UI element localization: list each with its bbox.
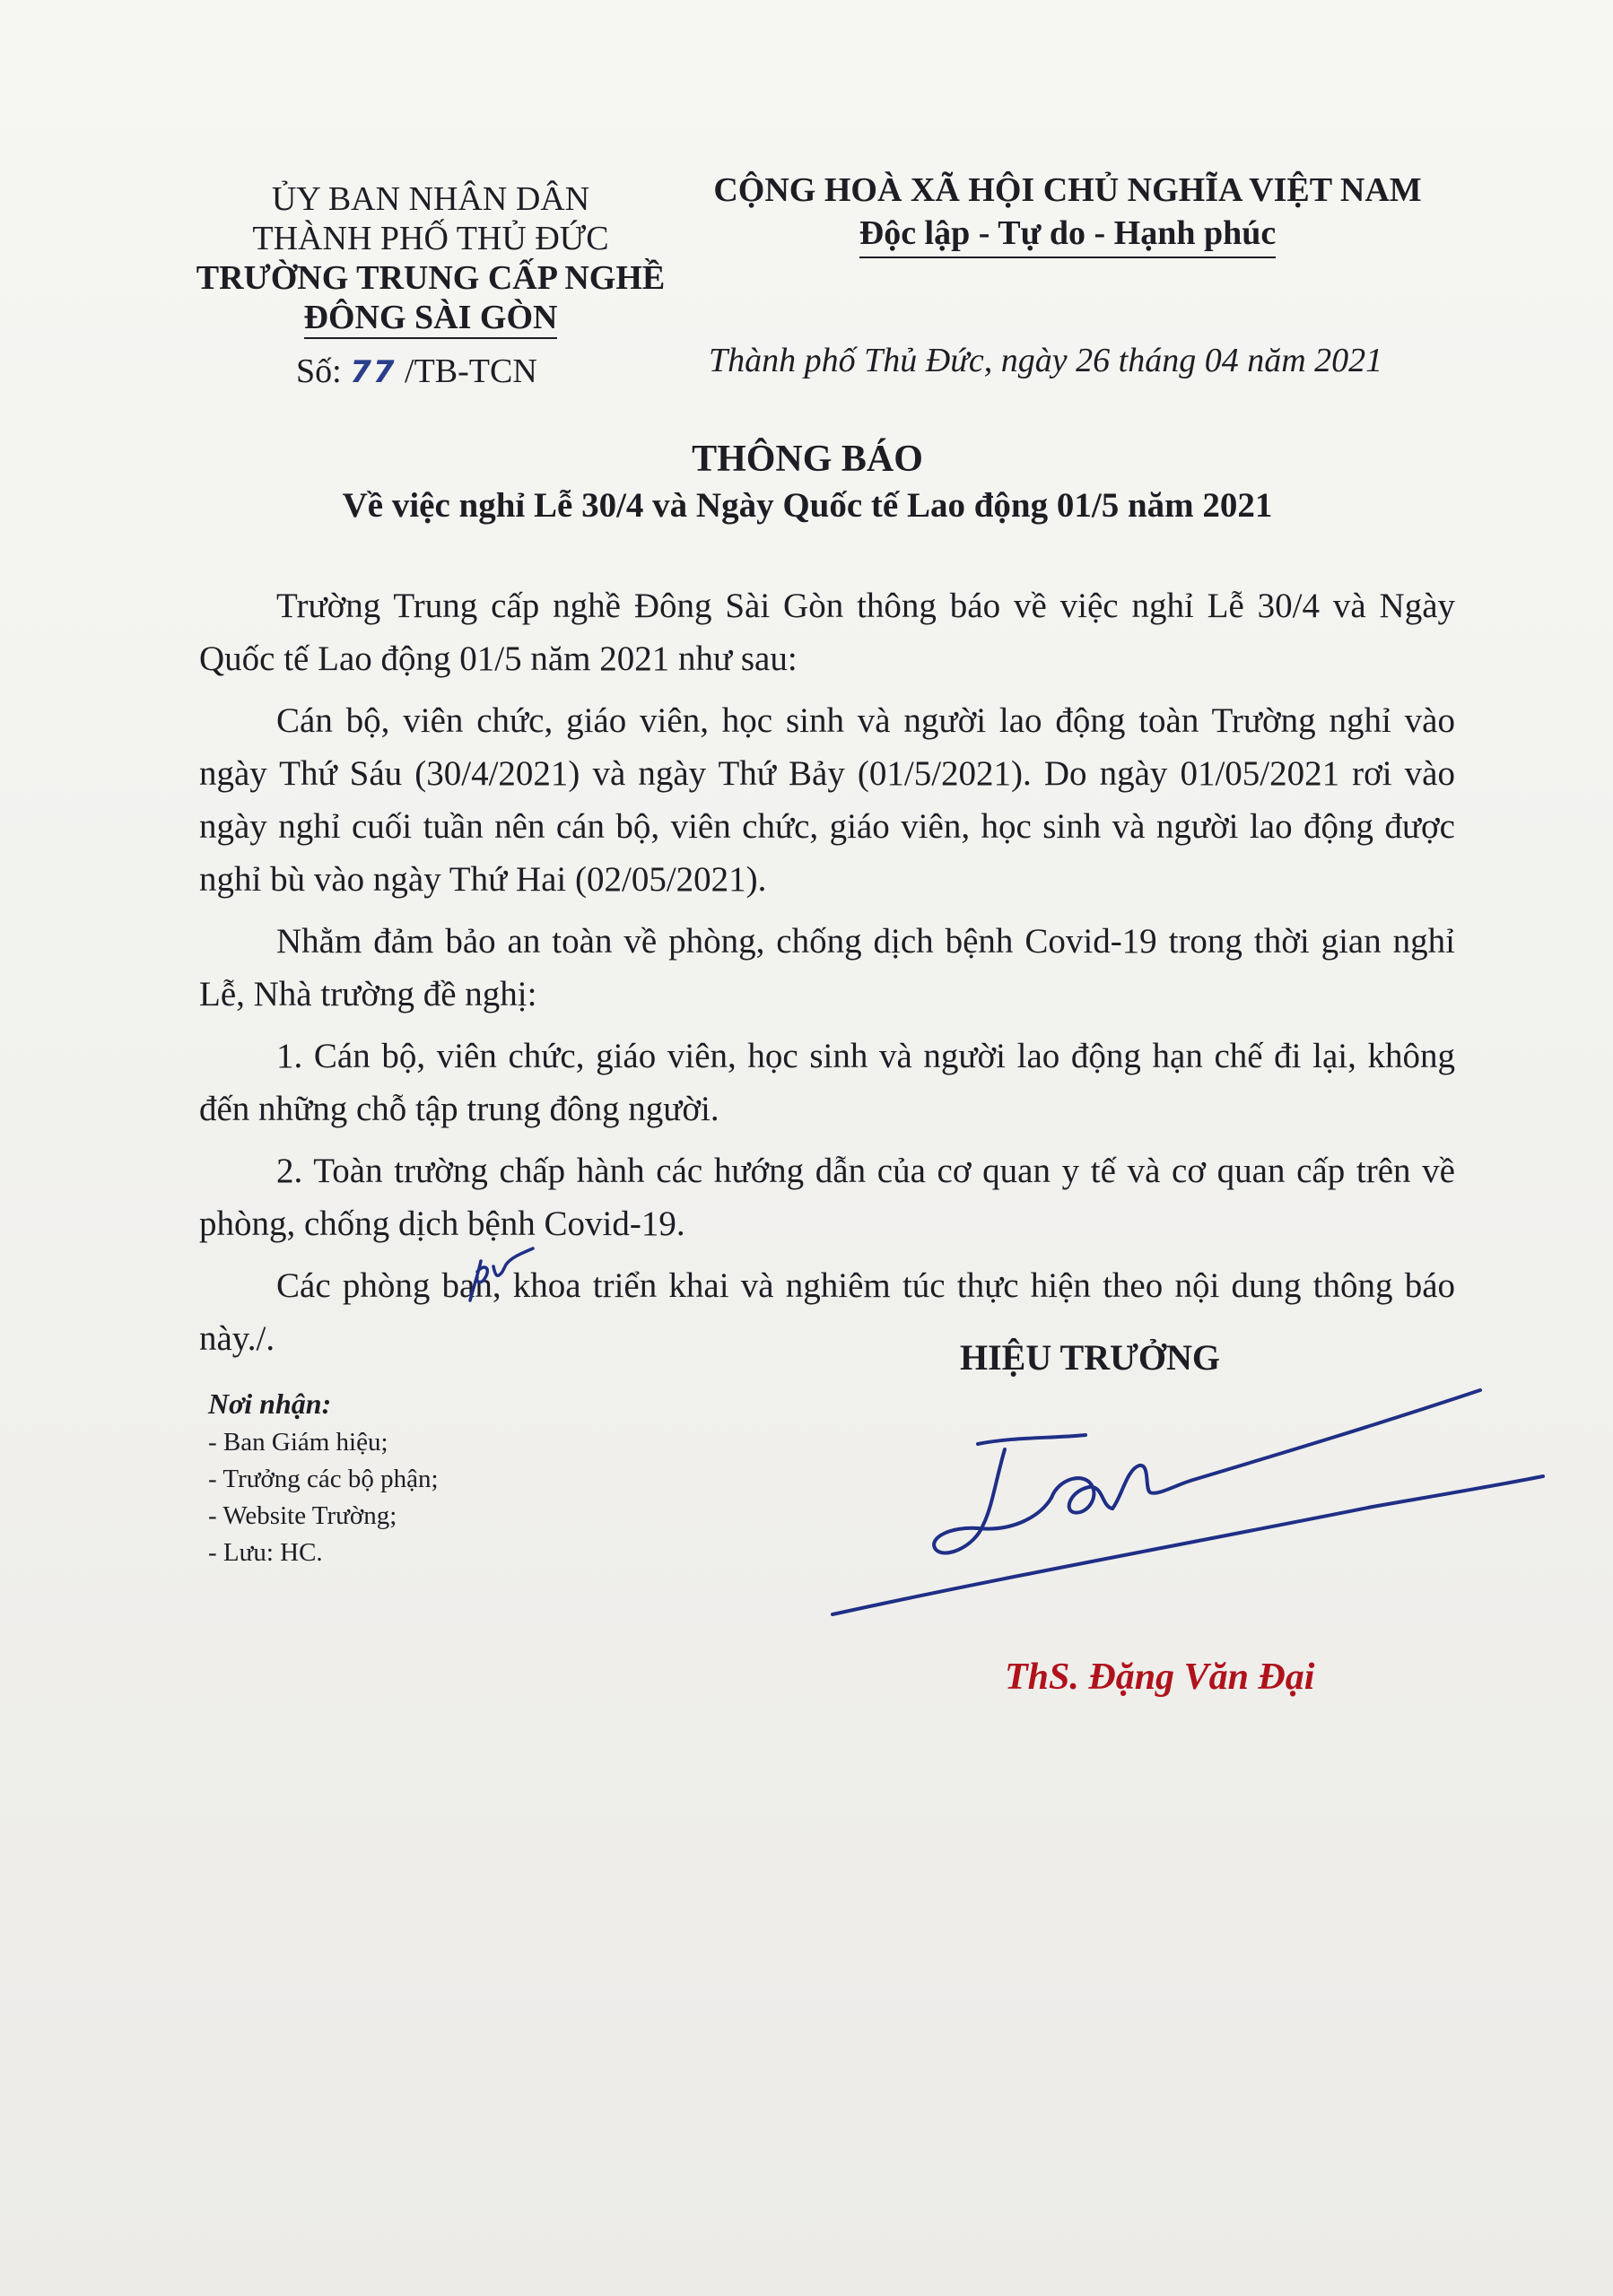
document-subtitle: Về việc nghỉ Lễ 30/4 và Ngày Quốc tế Lao động 01/5 năm 2021: [342, 486, 1273, 525]
recipients-block: [208, 1386, 439, 1571]
recipient-item: - Website Trường;: [208, 1501, 397, 1530]
recipient-item: - Lưu: HC.: [208, 1538, 323, 1567]
signer-title: HIỆU TRƯỞNG: [960, 1337, 1221, 1378]
school-name-line-2: ĐÔNG SÀI GÒN: [304, 298, 558, 339]
signature: [816, 1372, 1588, 1641]
document-title: THÔNG BÁO: [692, 439, 923, 480]
issuing-authority-block: [179, 179, 682, 339]
document-number: [296, 352, 537, 391]
school-name-line-1: TRƯỜNG TRUNG CẤP NGHỀ: [196, 259, 666, 297]
country-name: CỘNG HOÀ XÃ HỘI CHỦ NGHĨA VIỆT NAM: [713, 171, 1422, 209]
national-motto: Độc lập - Tự do - Hạnh phúc: [859, 212, 1277, 258]
recipients-heading: Nơi nhận:: [208, 1387, 332, 1420]
body-paragraph: Trường Trung cấp nghề Đông Sài Gòn thông báo về việc nghỉ Lễ 30/4 và Ngày Quốc tế Lao động 01/5 năm 2021 như sau:: [199, 587, 1455, 678]
body-paragraph: 2. Toàn trường chấp hành các hướng dẫn của cơ quan y tế và cơ quan cấp trên về phòng, chống dịch bệnh Covid-19.: [199, 1152, 1455, 1243]
signer-name-stamp: ThS. Đặng Văn Đại: [1005, 1657, 1315, 1698]
recipient-item: - Ban Giám hiệu;: [208, 1428, 388, 1457]
recipient-item: - Trưởng các bộ phận;: [208, 1465, 439, 1493]
place-and-date: Thành phố Thủ Đức, ngày 26 tháng 04 năm 2021: [709, 342, 1383, 379]
title-block: [179, 436, 1435, 529]
initials-mark: [458, 1245, 547, 1317]
national-header-block: [700, 169, 1435, 258]
authority-line-2: THÀNH PHỐ THỦ ĐỨC: [252, 220, 609, 257]
body-paragraph: Cán bộ, viên chức, giáo viên, học sinh và người lao động toàn Trường nghỉ vào ngày Thứ Sáu (30/4/2021) và ngày Thứ Bảy (01/5/2021). Do ngày 01/05/2021 rơi vào ngày nghỉ cuối tuần nên cán bộ, viên chức, giáo viên, học sinh và người lao động được nghỉ bù vào ngày Thứ Hai (02/05/2021).: [199, 701, 1455, 899]
body-paragraph: Nhằm đảm bảo an toàn về phòng, chống dịch bệnh Covid-19 trong thời gian nghỉ Lễ, Nhà trường đề nghị:: [199, 922, 1455, 1013]
document-body: [199, 579, 1455, 1374]
doc-number-handwritten: 77: [350, 354, 397, 390]
body-paragraph: Các phòng ban, khoa triển khai và nghiêm túc thực hiện theo nội dung thông báo này./.: [199, 1266, 1455, 1358]
doc-number-prefix: Số:: [296, 352, 342, 390]
authority-line-1: ỦY BAN NHÂN DÂN: [271, 180, 590, 218]
body-paragraph: 1. Cán bộ, viên chức, giáo viên, học sinh và người lao động hạn chế đi lại, không đến những chỗ tập trung đông người.: [199, 1037, 1455, 1128]
doc-number-suffix: /TB-TCN: [405, 352, 537, 390]
